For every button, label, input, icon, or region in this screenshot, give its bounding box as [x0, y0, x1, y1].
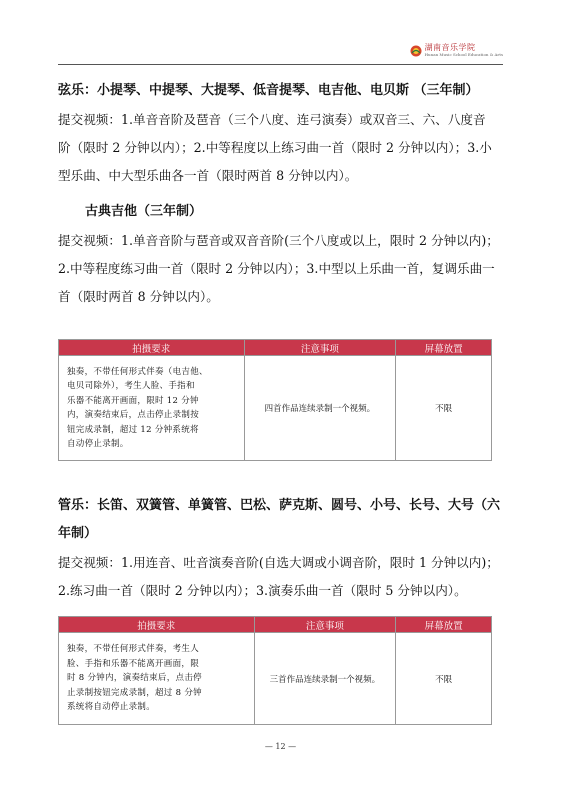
winds-line-2: 2.练习曲一首（限时 2 分钟以内）；3.演奏乐曲一首（限时 5 分钟以内）。: [58, 583, 467, 598]
table-header-row: [59, 340, 492, 356]
strings-line-3: 型乐曲、中大型乐曲各一首（限时两首 8 分钟以内）。: [58, 168, 358, 183]
table-row: [59, 633, 492, 725]
strings-line-1: 提交视频：1.单音音阶及琶音（三个八度、连弓演奏）或双音三、六、八度音: [58, 112, 486, 127]
requirement-line: 独奏，不带任何形式伴奏（电吉他、: [67, 366, 208, 377]
requirement-line: 乐器不能离开画面，限时 12 分钟: [67, 395, 199, 406]
requirement-line: 系统将自动停止录制。: [67, 702, 156, 713]
strings-line-2: 阶（限时 2 分钟以内）；2.中等程度以上练习曲一首（限时 2 分钟以内）；3.小: [58, 140, 492, 155]
winds-title-line-1: 管乐：长笛、双簧管、单簧管、巴松、萨克斯、圆号、小号、长号、大号（六: [58, 498, 501, 513]
header-logo: [410, 44, 503, 57]
requirement-line: 脸、手指和乐器不能离开画面，限: [67, 658, 200, 669]
guitar-line-3: 首（限时两首 8 分钟以内）。: [58, 289, 219, 304]
header-notes: 注意事项: [254, 617, 396, 633]
guitar-line-2: 2.中等程度练习曲一首（限时 2 分钟以内）；3.中型以上乐曲一首，复调乐曲一: [58, 261, 495, 276]
header-shooting-requirements: 拍摄要求: [59, 340, 245, 356]
strings-requirements-table: [58, 339, 492, 461]
requirement-line: 时 8 分钟内，演奏结束后，点击停: [67, 673, 202, 684]
header-shooting-requirements: 拍摄要求: [59, 617, 255, 633]
header-notes: 注意事项: [244, 340, 396, 356]
requirement-line: 钮完成录制，超过 12 分钟系统将: [67, 424, 199, 435]
logo-english-name: Hunan Music School Education & Arts: [424, 52, 503, 57]
requirement-line: 自动停止录制。: [67, 439, 129, 449]
requirements-cell: [59, 356, 245, 461]
school-emblem-icon: [410, 45, 422, 57]
notes-cell: 三首作品连续录制一个视频。: [254, 633, 396, 725]
guitar-title: 古典吉他（三年制）: [85, 204, 203, 219]
screen-cell: 不限: [396, 356, 492, 461]
requirement-line: 独奏，不带任何形式伴奏，考生人: [67, 644, 200, 655]
table-header-row: [59, 617, 492, 633]
header-screen-placement: 屏幕放置: [396, 340, 492, 356]
requirements-cell: [59, 633, 255, 725]
notes-cell: 四首作品连续录制一个视频。: [244, 356, 396, 461]
screen-cell: 不限: [396, 633, 492, 725]
logo-chinese-name: 湖南音乐学院: [424, 43, 476, 52]
winds-line-1: 提交视频：1.用连音、吐音演奏音阶(自选大调或小调音阶，限时 1 分钟以内)；: [58, 555, 499, 570]
table-row: [59, 356, 492, 461]
guitar-line-1: 提交视频：1.单音音阶与琶音或双音音阶(三个八度或以上，限时 2 分钟以内)；: [58, 233, 499, 248]
page-number: — 12 —: [264, 742, 297, 751]
requirement-line: 电贝司除外），考生人脸、手指和: [67, 381, 195, 391]
header-screen-placement: 屏幕放置: [396, 617, 492, 633]
requirement-line: 内，演奏结束后，点击停止录制按: [67, 410, 200, 420]
strings-title: 弦乐：小提琴、中提琴、大提琴、低音提琴、电吉他、电贝斯 （三年制）: [58, 83, 479, 98]
winds-requirements-table: [58, 616, 492, 725]
requirement-line: 止录制按钮完成录制，超过 8 分钟: [67, 687, 202, 698]
winds-title-line-2: 年制）: [58, 526, 98, 541]
header-divider: [58, 64, 503, 65]
